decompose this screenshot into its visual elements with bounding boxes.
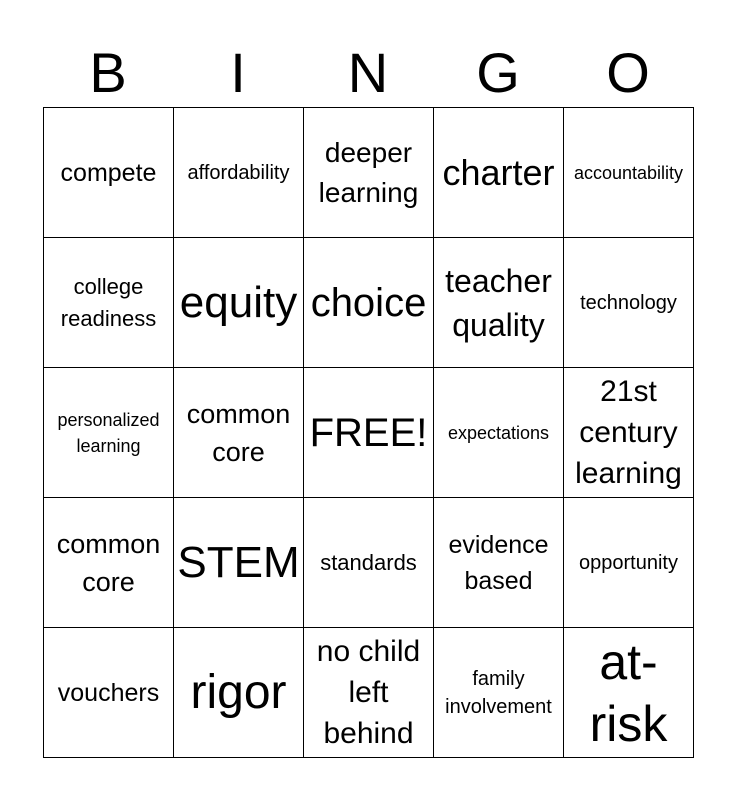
header-letter-o: O xyxy=(606,41,650,104)
bingo-cell[interactable] xyxy=(564,108,694,238)
bingo-cell[interactable] xyxy=(434,498,564,628)
bingo-cell[interactable] xyxy=(564,368,694,498)
bingo-cell[interactable] xyxy=(44,628,174,758)
cell-label: no child left behind xyxy=(316,635,421,750)
cell-label: compete xyxy=(60,158,157,187)
cell-label: accountability xyxy=(573,162,684,183)
cell-label: FREE! xyxy=(309,410,428,455)
bingo-cell[interactable] xyxy=(564,498,694,628)
bingo-cell[interactable] xyxy=(434,108,564,238)
cell-label: opportunity xyxy=(579,551,678,574)
header-letter-b: B xyxy=(89,41,127,104)
bingo-header xyxy=(43,42,693,104)
bingo-cell[interactable] xyxy=(174,368,304,498)
cell-label: 21st century learning xyxy=(575,375,682,490)
bingo-cell[interactable] xyxy=(44,498,174,628)
cell-label: common core xyxy=(186,398,291,467)
bingo-cell[interactable] xyxy=(174,498,304,628)
bingo-cell[interactable] xyxy=(564,628,694,758)
bingo-cell[interactable] xyxy=(174,628,304,758)
bingo-cell[interactable] xyxy=(44,368,174,498)
cell-label: deeper learning xyxy=(318,136,419,208)
cell-label: personalized learning xyxy=(57,409,160,456)
cell-label: vouchers xyxy=(57,678,160,707)
header-letter-i: I xyxy=(230,41,246,104)
cell-label: at-risk xyxy=(589,633,668,752)
bingo-cell[interactable] xyxy=(434,628,564,758)
cell-label: family involvement xyxy=(445,667,552,718)
bingo-card xyxy=(43,107,694,758)
bingo-cell[interactable] xyxy=(304,108,434,238)
bingo-cell[interactable] xyxy=(174,238,304,368)
cell-label: affordability xyxy=(187,161,290,184)
bingo-cell[interactable] xyxy=(434,238,564,368)
cell-label: teacher quality xyxy=(445,262,552,343)
cell-label: common core xyxy=(56,528,161,597)
bingo-cell[interactable] xyxy=(304,498,434,628)
bingo-cell[interactable] xyxy=(304,238,434,368)
cell-label: choice xyxy=(310,280,427,325)
cell-label: technology xyxy=(580,291,677,314)
cell-label: evidence based xyxy=(448,530,549,595)
cell-label: charter xyxy=(442,151,555,193)
cell-label: STEM xyxy=(177,537,300,587)
cell-label: rigor xyxy=(190,665,287,719)
bingo-cell[interactable] xyxy=(44,108,174,238)
header-letter-n: N xyxy=(347,41,389,104)
cell-label: expectations xyxy=(447,422,550,443)
bingo-cell[interactable] xyxy=(304,368,434,498)
bingo-cell[interactable] xyxy=(44,238,174,368)
cell-label: standards xyxy=(320,549,417,575)
bingo-cell[interactable] xyxy=(174,108,304,238)
bingo-cell[interactable] xyxy=(564,238,694,368)
header-letter-g: G xyxy=(476,41,520,104)
cell-label: equity xyxy=(179,277,298,327)
cell-label: college readiness xyxy=(60,273,157,331)
bingo-cell[interactable] xyxy=(434,368,564,498)
bingo-cell[interactable] xyxy=(304,628,434,758)
